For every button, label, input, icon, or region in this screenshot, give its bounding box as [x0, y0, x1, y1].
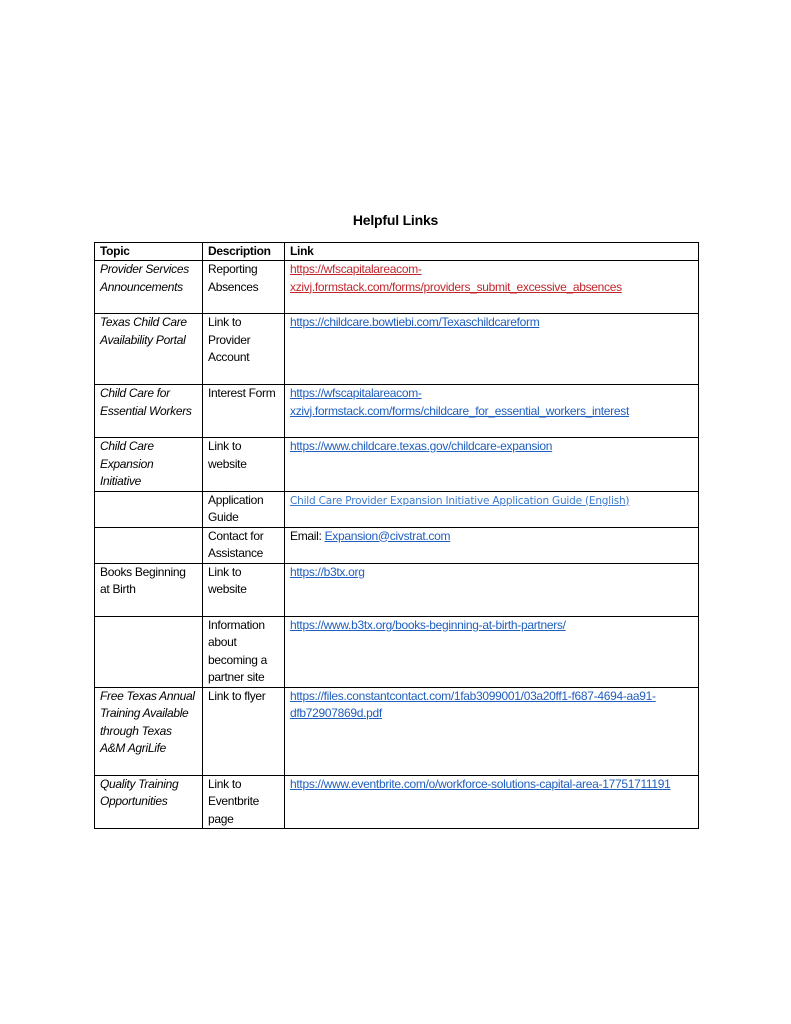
topic-cell: Books Beginning at Birth: [95, 563, 203, 616]
table-row: [95, 438, 699, 492]
description-cell: Contact for Assistance: [203, 527, 285, 563]
link-cell: [285, 616, 699, 687]
description-cell: Link to website: [203, 438, 285, 492]
page-title: Helpful Links: [352, 212, 439, 228]
table-row: [95, 687, 699, 775]
email-prefix-label: Email:: [290, 528, 325, 543]
b3tx-link[interactable]: https://b3tx.org: [290, 564, 365, 579]
training-flyer-link[interactable]: https://files.constantcontact.com/1fab3099001/03a20ff1-f687-4694-aa91-dfb72907869d.pdf: [290, 688, 656, 720]
description-cell: Application Guide: [203, 491, 285, 527]
description-cell: Information about becoming a partner site: [203, 616, 285, 687]
link-cell: [285, 314, 699, 385]
table-row: [95, 616, 699, 687]
description-cell: Link to Eventbrite page: [203, 775, 285, 829]
helpful-links-table: [94, 242, 699, 829]
topic-cell: Child Care for Essential Workers: [95, 385, 203, 438]
availability-portal-link[interactable]: https://childcare.bowtiebi.com/Texaschildcareform: [290, 315, 540, 329]
header-description: Description: [203, 243, 285, 261]
header-link: Link: [285, 243, 699, 261]
description-cell: Link to flyer: [203, 687, 285, 775]
topic-cell: Free Texas Annual Training Available through Texas A&M AgriLife: [95, 687, 203, 775]
link-cell: [285, 261, 699, 314]
topic-cell: [95, 527, 203, 563]
topic-cell: [95, 616, 203, 687]
table-row: [95, 563, 699, 616]
essential-workers-interest-link[interactable]: https://wfscapitalareacom-xzivj.formstack.com/forms/childcare_for_essential_workers_interest: [290, 386, 629, 418]
topic-cell: [95, 491, 203, 527]
link-cell: [285, 563, 699, 616]
table-row: [95, 527, 699, 563]
expansion-email-link[interactable]: Expansion@civstrat.com: [324, 528, 451, 543]
table-row: [95, 775, 699, 829]
table-header-row: [95, 243, 699, 261]
link-cell: [285, 687, 699, 775]
link-cell: [285, 775, 699, 829]
topic-cell: Child Care Expansion Initiative: [95, 438, 203, 492]
b3tx-partners-link[interactable]: https://www.b3tx.org/books-beginning-at-birth-partners/: [290, 617, 566, 632]
table-row: [95, 314, 699, 385]
header-topic: Topic: [95, 243, 203, 261]
topic-cell: Texas Child Care Availability Portal: [95, 314, 203, 385]
description-cell: Interest Form: [203, 385, 285, 438]
link-cell: [285, 527, 699, 563]
description-cell: Link to Provider Account: [203, 314, 285, 385]
link-cell: [285, 385, 699, 438]
eventbrite-link[interactable]: https://www.eventbrite.com/o/workforce-solutions-capital-area-17751711191: [290, 776, 671, 791]
topic-cell: Provider Services Announcements: [95, 261, 203, 314]
link-cell: [285, 438, 699, 492]
topic-cell: Quality Training Opportunities: [95, 775, 203, 829]
table-row: [95, 261, 699, 314]
description-cell: Reporting Absences: [203, 261, 285, 314]
table-row: [95, 491, 699, 527]
application-guide-link[interactable]: Child Care Provider Expansion Initiative Application Guide (English): [290, 494, 630, 507]
excessive-absences-link[interactable]: https://wfscapitalareacom-xzivj.formstack.com/forms/providers_submit_excessive_absences: [290, 262, 622, 294]
table-row: [95, 385, 699, 438]
childcare-expansion-link[interactable]: https://www.childcare.texas.gov/childcare-expansion: [290, 439, 553, 453]
description-cell: Link to website: [203, 563, 285, 616]
link-cell: [285, 491, 699, 527]
